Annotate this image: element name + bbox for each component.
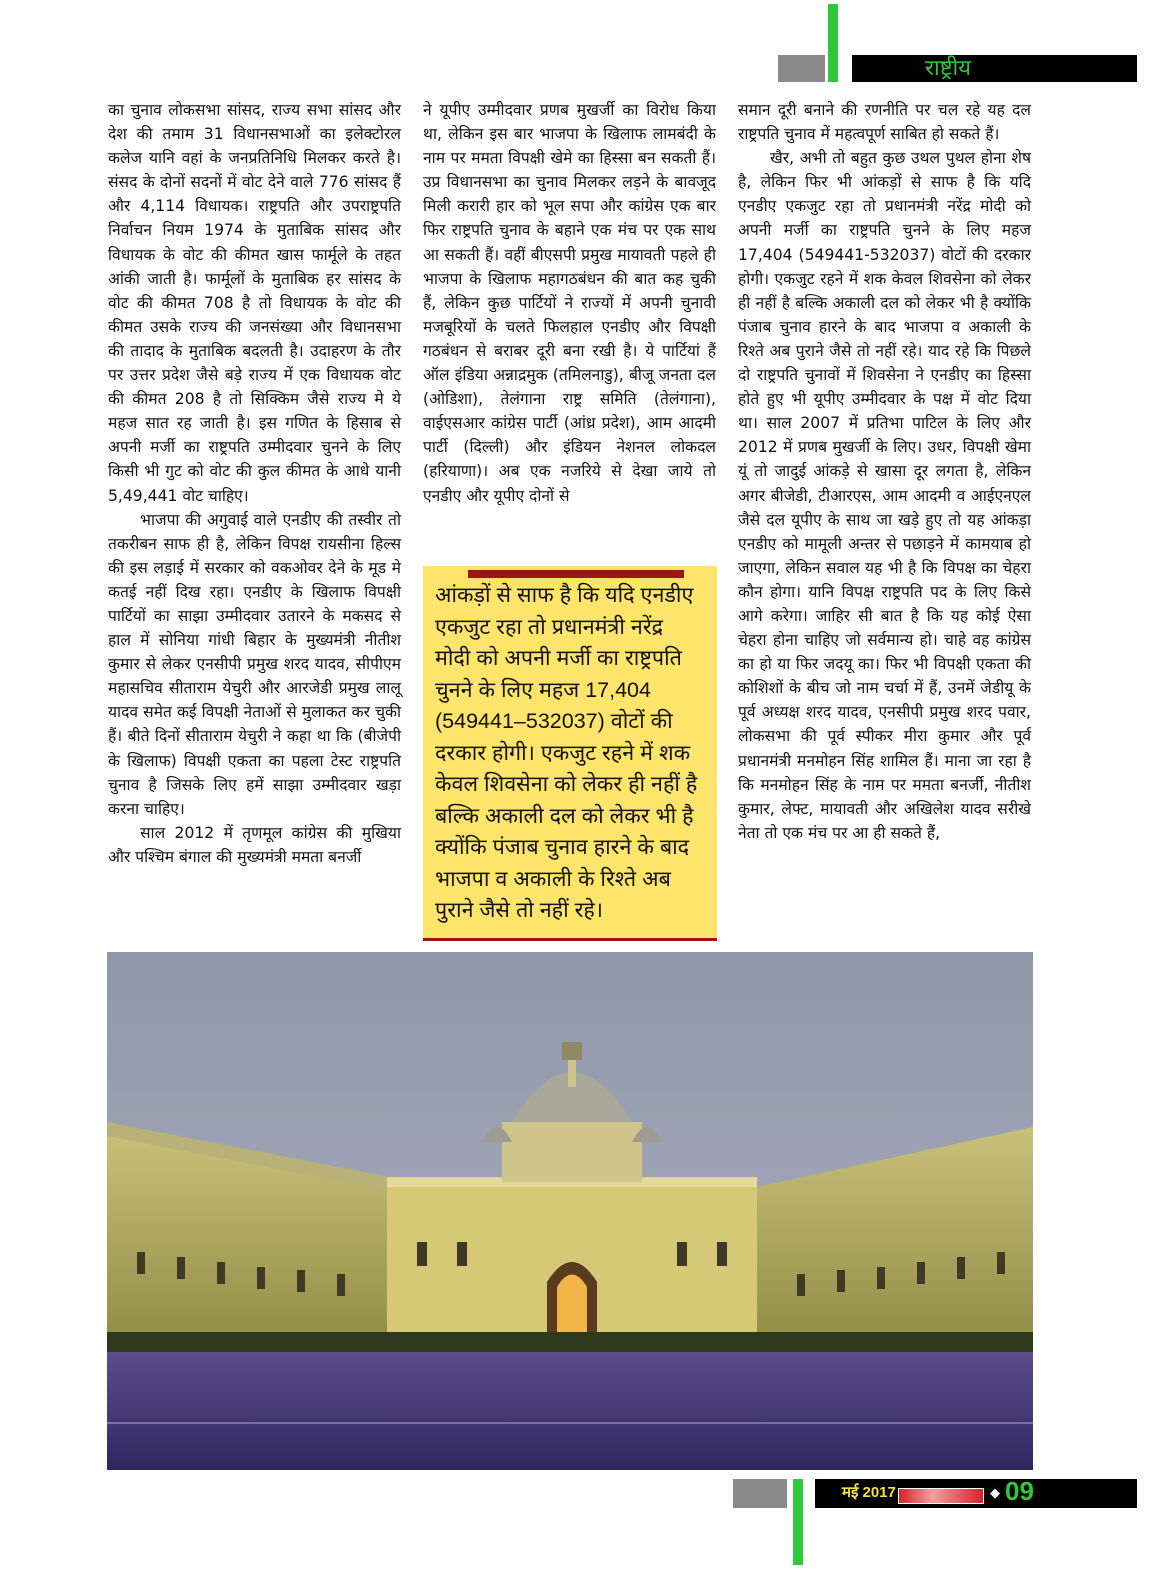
issue-date: मई 2017 [842,1484,896,1501]
article-column-2 [423,98,716,568]
article-paragraph: ने यूपीए उम्मीदवार प्रणब मुखर्जी का विरोध किया था, लेकिन इस बार भाजपा के खिलाफ लामबंदी के नाम पर ममता विपक्षी खेमे का हिस्सा बन सकती हैं। उप्र विधानसभा का चुनाव मिलकर लड़ने के बावजूद मिली करारी हार को भूल सपा और कांग्रेस एक बार फिर राष्ट्रपति चुनाव के बहाने एक मंच पर एक साथ आ सकती हैं। वहीं बीएसपी प्रमुख मायावती पहले ही भाजपा के खिलाफ महागठबंधन की बात कह चुकी हैं, लेकिन कुछ पार्टियों ने राज्यों में अपनी चुनावी मजबूरियों के चलते फिलहाल एनडीए और विपक्षी गठबंधन से बराबर दूरी बना रखी है। ये पार्टियां हैं ऑल इंडिया अन्नाद्रमुक (तमिलनाडु), बीजू जनता दल (ओडिशा), तेलंगाना राष्ट्र समिति (तेलंगाना), वाईएसआर कांग्रेस पार्टी (आंध्र प्रदेश), आम आदमी पार्टी (दिल्ली) और इंडियन नेशनल लोकदल (हरियाणा)। अब एक नजरिये से देखा जाये तो एनडीए और यूपीए दोनों से [423,101,716,505]
header-grey-block [778,55,825,82]
article-column-3 [738,98,1031,845]
article-column-1 [108,98,401,869]
photo-government-building-at-dusk [107,952,1033,1470]
article-paragraph: खैर, अभी तो बहुत कुछ उथल पुथल होना शेष है, लेकिन फिर भी आंकड़ों से साफ है कि यदि एनडीए एकजुट रहा तो प्रधानमंत्री नरेंद्र मोदी को अपनी मर्जी का राष्ट्रपति चुनने के लिए महज 17,404 (549441-532037) वोटों की दरकार होगी। एकजुट रहने में शक केवल शिवसेना को लेकर ही नहीं है बल्कि अकाली दल को लेकर भी है क्योंकि पंजाब चुनाव हारने के बाद भाजपा व अकाली के रिश्ते अब पुराने जैसे तो नहीं रहे। याद रहे कि पिछले दो राष्ट्रपति चुनावों में शिवसेना ने एनडीए का हिस्सा होते हुए भी यूपीए उम्मीदवार के पक्ष में वोट दिया था। साल 2007 में प्रतिभा पाटिल के लिए और 2012 में प्रणब मुखर्जी के लिए। उधर, विपक्षी खेमा यूं तो जादुई आंकड़े से खासा दूर लगता है, लेकिन अगर बीजेडी, टीआरएस, आम आदमी व आईएनएल जैसे दल यूपीए के साथ जा खड़े हुए तो यह आंकड़ा एनडीए को मामूली अन्तर से पछाड़ने में कामयाब हो जाएगा, लेकिन सवाल यह भी है कि विपक्ष का चेहरा कौन होगा। यानि विपक्ष राष्ट्रपति पद के लिए किसे आगे करेगा। जाहिर सी बात है कि यह कोई ऐसा चेहरा होना चाहिए जो सर्वमान्य हो। चाहे वह कांग्रेस का हो या फिर जदयू का। फिर भी विपक्षी एकता की कोशिशों के बीच जो नाम चर्चा में हैं, उनमें जेडीयू के पूर्व अध्यक्ष शरद यादव, एनसीपी प्रमुख शरद पवार, लोकसभा की पूर्व स्पीकर मीरा कुमार और पूर्व प्रधानमंत्री मनमोहन सिंह शामिल हैं। माना जा रहा है कि मनमोहन सिंह के नाम पर ममता बनर्जी, नीतीश कुमार, लेफ्ट, मायावती और अखिलेश यादव सरीखे नेता तो एक मंच पर आ ही सकते हैं, [738,149,1031,842]
footer-grey-block [733,1479,787,1508]
separator-diamond-icon: ◆ [990,1486,1000,1501]
pull-quote-bottom-rule [423,938,717,941]
article-paragraph: साल 2012 में तृणमूल कांग्रेस की मुखिया और पश्चिम बंगाल की मुख्यमंत्री ममता बनर्जी [108,823,401,866]
section-label: राष्ट्रीय [925,56,972,81]
footer-green-bar [793,1479,803,1565]
pull-quote: आंकड़ों से साफ है कि यदि एनडीए एकजुट रहा तो प्रधानमंत्री नरेंद्र मोदी को अपनी मर्जी का राष्ट्रपति चुनने के लिए महज 17,404 (549441–532037) वोटों की दरकार होगी। एकजुट रहने में शक केवल शिवसेना को लेकर ही नहीं है बल्कि अकाली दल को लेकर भी है क्योंकि पंजाब चुनाव हारने के बाद भाजपा व अकाली के रिश्ते अब पुराने जैसे तो नहीं रहे। [423,566,717,940]
page-number: 09 [1005,1476,1034,1506]
magazine-logo [898,1488,984,1504]
header-black-band [852,55,1137,82]
article-paragraph: समान दूरी बनाने की रणनीति पर चल रहे यह दल राष्ट्रपति चुनाव में महत्वपूर्ण साबित हो सकते हैं। [738,101,1031,144]
building-illustration [107,952,1033,1470]
header-green-bar [828,4,838,82]
article-paragraph: का चुनाव लोकसभा सांसद, राज्य सभा सांसद और देश की तमाम 31 विधानसभाओं का इलेक्टोरल कलेज यानि वहां के जनप्रतिनिधि मिलकर करते है। संसद के दोनों सदनों में वोट देने वाले 776 सांसद हैं और 4,114 विधायक। राष्ट्रपति और उपराष्ट्रपति निर्वाचन नियम 1974 के मुताबिक सांसद और विधायक के वोट की कीमत खास फार्मूले के तहत आंकी जाती है। फार्मूलों के मुताबिक हर सांसद के वोट की कीमत 708 है तो विधायक के वोट की कीमत उसके राज्य की जनसंख्या और विधानसभा की तादाद के मुताबिक बदलती है। उदाहरण के तौर पर उत्तर प्रदेश जैसे बड़े राज्य में एक विधायक वोट की कीमत 208 है तो सिक्किम जैसे राज्य मे ये महज सात रह जाती है। इस गणित के हिसाब से अपनी मर्जी का राष्ट्रपति उम्मीदवार चुनने के लिए किसी भी गुट को वोट की कुल कीमत के आधे यानी 5,49,441 वोट चाहिए। [108,101,401,505]
article-paragraph: भाजपा की अगुवाई वाले एनडीए की तस्वीर तो तकरीबन साफ ही है, लेकिन विपक्ष रायसीना हिल्स की इस लड़ाई में सरकार को वकओवर देने के मूड मे कतई नहीं दिख रहा। एनडीए के खिलाफ विपक्षी पार्टियों का साझा उम्मीदवार उतारने के मकसद से हाल में सोनिया गांधी बिहार के मुख्यमंत्री नीतीश कुमार से लेकर एनसीपी प्रमुख शरद यादव, सीपीएम महासचिव सीताराम येचुरी और आरजेडी प्रमुख लालू यादव समेत कई विपक्षी नेताओं से मुलाकत कर चुकी हैं। बीते दिनों सीताराम येचुरी ने कहा था कि (बीजेपी के खिलाफ) विपक्षी एकता का पहला टेस्ट राष्ट्रपति चुनाव है जिसके लिए हमें साझा उम्मीदवार खड़ा करना चाहिए। [108,510,401,818]
pull-quote-top-rule [468,570,684,578]
